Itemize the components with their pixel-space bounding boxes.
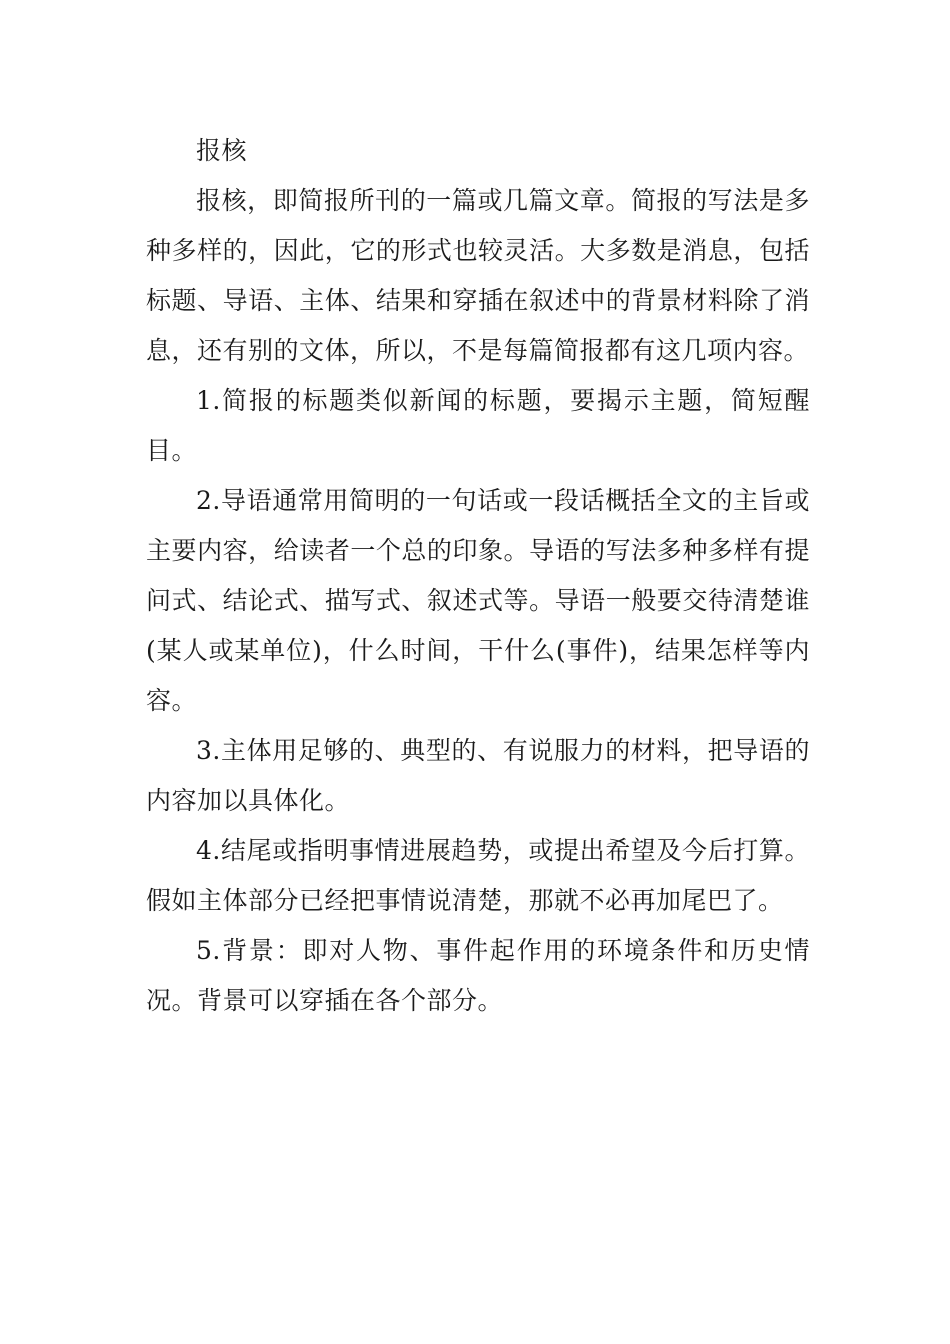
paragraph-background-point: 5.背景：即对人物、事件起作用的环境条件和历史情况。背景可以穿插在各个部分。 bbox=[146, 936, 810, 1015]
document-heading: 报核 bbox=[196, 136, 248, 165]
paragraph-lead-point: 2.导语通常用简明的一句话或一段话概括全文的主旨或主要内容，给读者一个总的印象。导语的写法多种多样有提问式、结论式、描写式、叙述式等。导语一般要交待清楚谁(某人或某单位)，什么时间，干什么(事件)，结果怎样等内容。 bbox=[146, 486, 810, 715]
paragraph-body-point: 3.主体用足够的、典型的、有说服力的材料，把导语的内容加以具体化。 bbox=[146, 736, 810, 815]
document-page bbox=[146, 126, 810, 1026]
paragraph-ending-point: 4.结尾或指明事情进展趋势，或提出希望及今后打算。假如主体部分已经把事情说清楚，那就不必再加尾巴了。 bbox=[146, 836, 810, 915]
paragraph-intro: 报核，即简报所刊的一篇或几篇文章。简报的写法是多种多样的，因此，它的形式也较灵活。大多数是消息，包括标题、导语、主体、结果和穿插在叙述中的背景材料除了消息，还有别的文体，所以，不是每篇简报都有这几项内容。 bbox=[146, 186, 810, 365]
paragraph-title-point: 1.简报的标题类似新闻的标题，要揭示主题，简短醒目。 bbox=[146, 386, 810, 465]
